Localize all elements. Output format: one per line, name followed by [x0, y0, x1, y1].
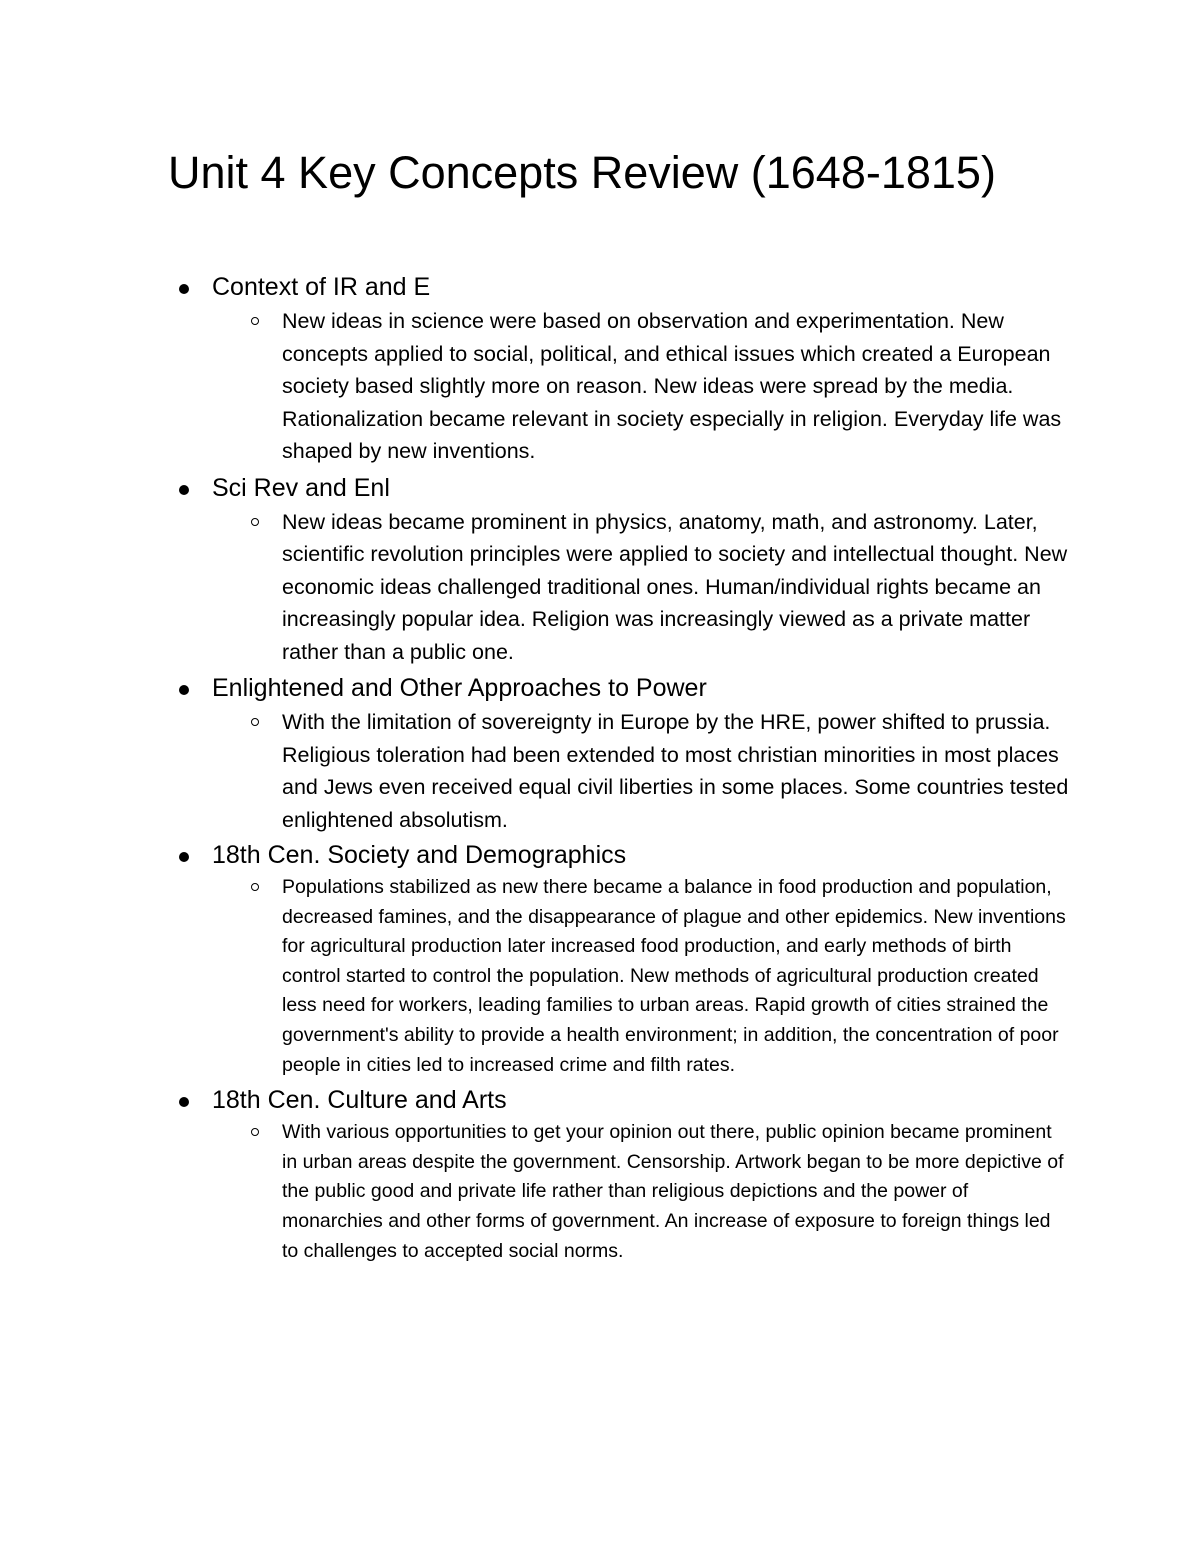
- section-society-demographics: [0, 838, 1200, 1080]
- section-body: New ideas became prominent in physics, anatomy, math, and astronomy. Later, scientific revolution principles were applied to society and intellectual thought. New economic ideas challenged traditional ones. Human/individual rights became an increasingly popular idea. Religion was increasingly viewed as a private matter rather than a public one.: [282, 509, 1068, 664]
- sub-bullet: [0, 305, 1200, 468]
- section-heading: Context of IR and E: [212, 273, 431, 301]
- filled-bullet-icon: [179, 284, 189, 294]
- section-heading: Enlightened and Other Approaches to Power: [212, 674, 707, 702]
- hollow-bullet-icon: [251, 718, 259, 726]
- section-heading-row: [0, 1083, 1200, 1118]
- hollow-bullet-icon: [251, 518, 259, 526]
- hollow-bullet-icon: [251, 1128, 259, 1136]
- filled-bullet-icon: [179, 485, 189, 495]
- filled-bullet-icon: [179, 852, 189, 862]
- section-heading: Sci Rev and Enl: [212, 473, 390, 502]
- sub-bullet: [0, 873, 1200, 1080]
- hollow-bullet-icon: [251, 317, 259, 325]
- section-heading-row: [0, 270, 1200, 305]
- document-title: Unit 4 Key Concepts Review (1648-1815): [168, 147, 996, 198]
- section-heading: 18th Cen. Culture and Arts: [212, 1086, 507, 1115]
- section-heading-row: [0, 671, 1200, 706]
- filled-bullet-icon: [179, 1097, 189, 1107]
- section-body: New ideas in science were based on observation and experimentation. New concepts applied to social, political, and ethical issues which created a European society based slightly more on reason. New ideas were spread by the media. Rationalization became relevant in society especially in religion. Everyday life was shaped by new inventions.: [282, 309, 1062, 463]
- sub-bullet: [0, 1118, 1200, 1266]
- filled-bullet-icon: [179, 685, 189, 695]
- section-culture-arts: [0, 1083, 1200, 1266]
- sub-bullet: [0, 706, 1200, 836]
- section-approaches-to-power: [0, 671, 1200, 836]
- section-list: [0, 270, 1200, 1266]
- hollow-bullet-icon: [251, 883, 259, 891]
- section-heading-row: [0, 471, 1200, 506]
- section-heading-row: [0, 838, 1200, 873]
- section-body: With various opportunities to get your opinion out there, public opinion became prominent in urban areas despite the government. Censorship. Artwork began to be more depictive of the public good and private life rather than religious depictions and the power of monarchies and other forms of government. An increase of exposure to foreign things led to challenges to accepted social norms.: [282, 1121, 1064, 1262]
- sub-bullet: [0, 506, 1200, 669]
- section-sci-rev: [0, 471, 1200, 669]
- section-heading: 18th Cen. Society and Demographics: [212, 841, 627, 869]
- section-body: Populations stabilized as new there became a balance in food production and population, decreased famines, and the disappearance of plague and other epidemics. New inventions for agricultural production later increased food production, and early methods of birth control started to control the population. New methods of agricultural production created less need for workers, leading families to urban areas. Rapid growth of cities strained the government's ability to provide a health environment; in addition, the concentration of poor people in cities led to increased crime and filth rates.: [282, 876, 1066, 1076]
- section-body: With the limitation of sovereignty in Europe by the HRE, power shifted to prussia. Religious toleration had been extended to most christian minorities in most places and Jews even received equal civil liberties in some places. Some countries tested enlightened absolutism.: [282, 710, 1069, 832]
- section-context: [0, 270, 1200, 468]
